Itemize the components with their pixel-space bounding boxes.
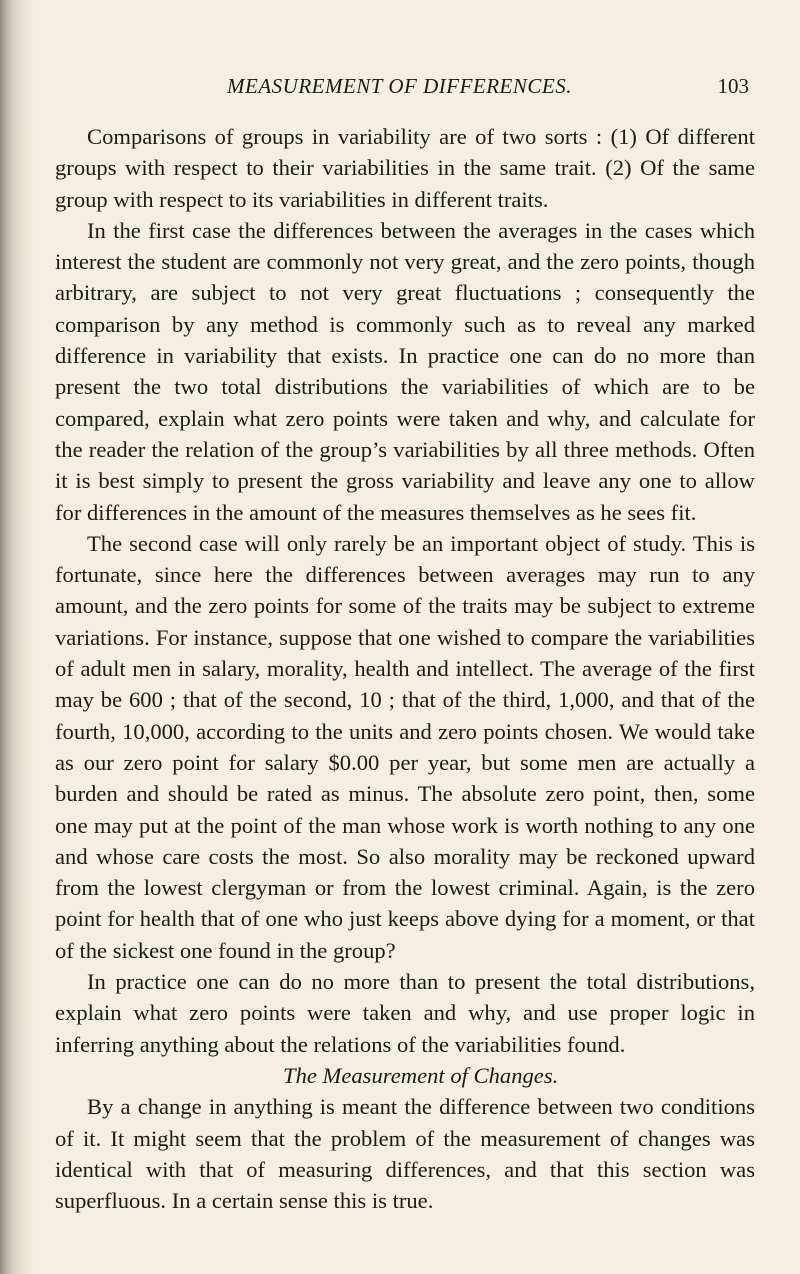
paragraph: Comparisons of groups in variability are of two sorts : (1) Of different groups with respect to their variabilities in the same trait. (2) Of the same group with respect to its variabilities in different traits. bbox=[55, 124, 755, 212]
binding-gutter-shadow bbox=[0, 0, 34, 1274]
paragraph: In the first case the differences between the averages in the cases which interest the student are commonly not very great, and the zero points, though arbitrary, are subject to not very great fluctuations ; consequently the comparison by any method is commonly such as to reveal any marked difference in variability that exists. In practice one can do no more than present the two total distributions the variabilities of which are to be compared, explain what zero points were taken and why, and calculate for the reader the relation of the group’s variabilities by all three methods. Often it is best simply to present the gross variability and leave any one to allow for differences in the amount of the measures themselves as he sees fit. bbox=[55, 217, 755, 525]
paragraph: In practice one can do no more than to present the total distributions, explain what zero points were taken and why, and use proper logic in inferring anything about the relations of the variabilities found. bbox=[55, 969, 755, 1057]
running-title: MEASUREMENT OF DIFFERENCES. bbox=[227, 74, 572, 98]
section-heading: The Measurement of Changes. bbox=[283, 1062, 559, 1088]
body-text bbox=[55, 121, 755, 1216]
book-page bbox=[55, 0, 755, 1274]
paragraph: By a change in anything is meant the difference between two conditions of it. It might seem that the problem of the measurement of changes was identical with that of measuring differences, and that this section was superfluous. In a certain sense this is true. bbox=[55, 1094, 755, 1214]
page-number: 103 bbox=[717, 74, 749, 98]
paragraph: The second case will only rarely be an important object of study. This is fortunate, since here the differences between averages may run to any amount, and the zero points for some of the traits may be subject to extreme variations. For instance, suppose that one wished to compare the variabilities of adult men in salary, morality, health and intellect. The average of the first may be 600 ; that of the second, 10 ; that of the third, 1,000, and that of the fourth, 10,000, according to the units and zero points chosen. We would take as our zero point for salary $0.00 per year, but some men are actually a burden and should be rated as minus. The absolute zero point, then, some one may put at the point of the man whose work is worth nothing to any one and whose care costs the most. So also morality may be reckoned upward from the lowest clergyman or from the lowest criminal. Again, is the zero point for health that of one who just keeps above dying for a moment, or that of the sickest one found in the group? bbox=[55, 530, 755, 963]
running-head bbox=[55, 74, 755, 104]
